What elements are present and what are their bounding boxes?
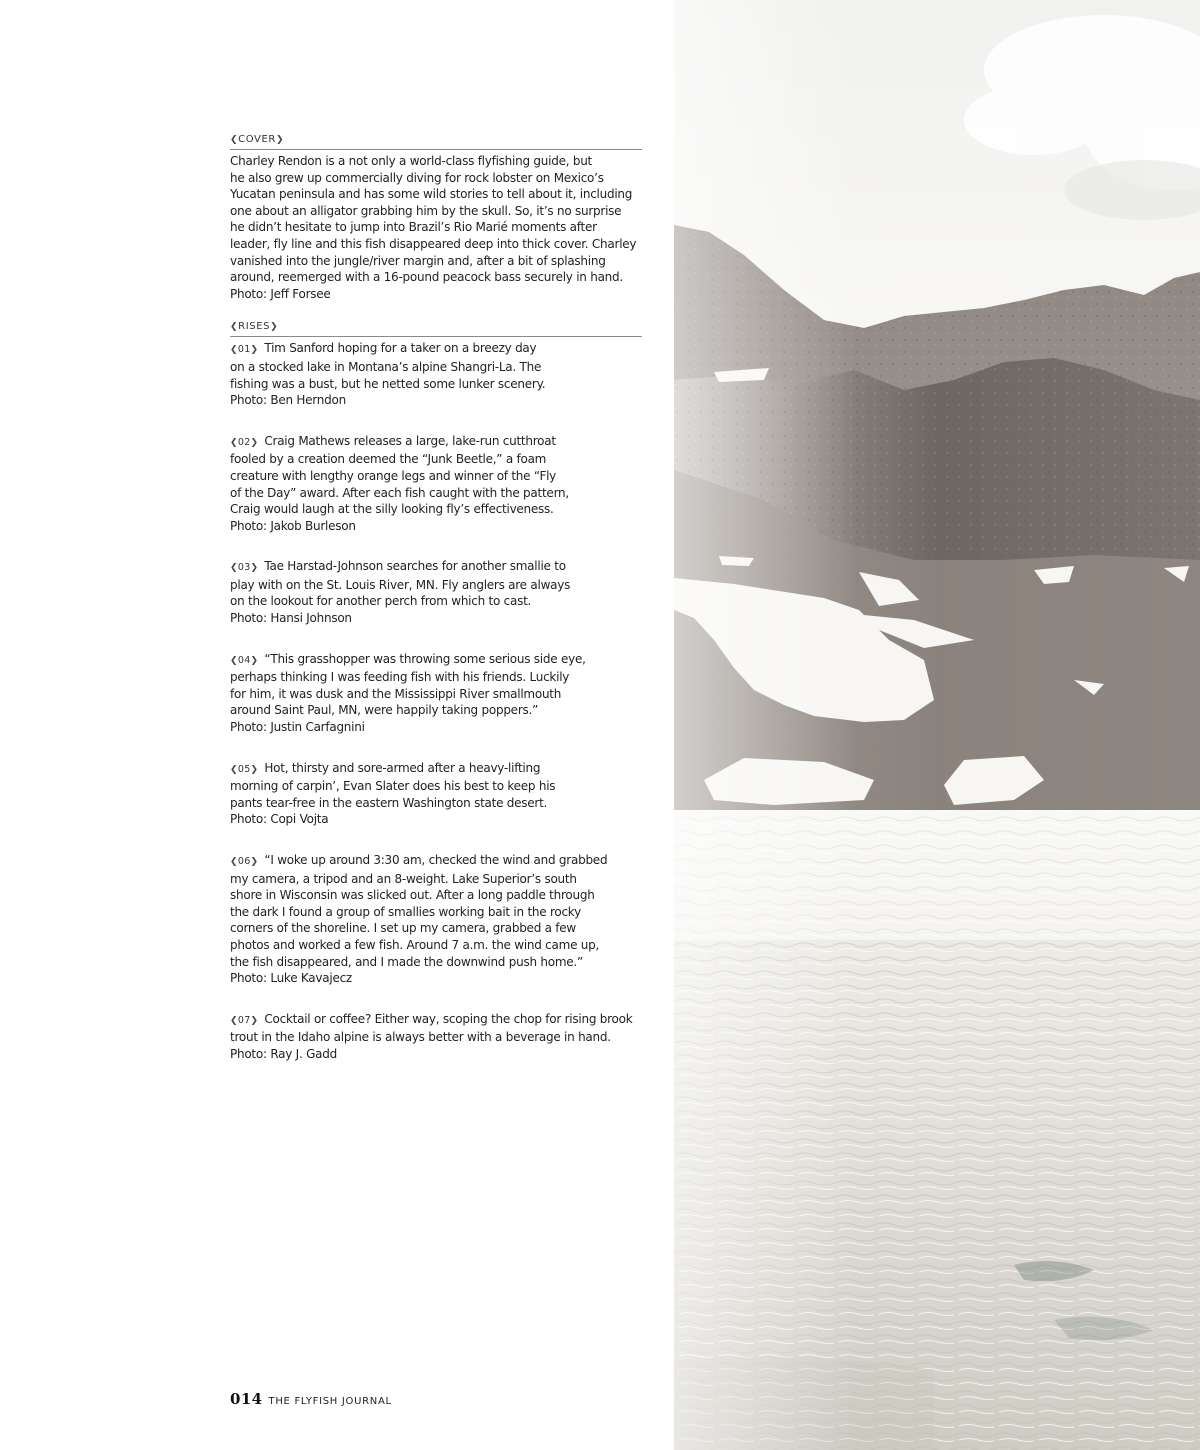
bracket-left-icon: ❮	[230, 134, 239, 145]
caption-number: ❮03❯	[230, 562, 259, 574]
caption-text: Tim Sanford hoping for a taker on a breezy day on a stocked lake in Montana’s alpine Shangri-La. The fishing was a bust, but he netted some lunker scenery. Photo: Ben Herndon	[230, 341, 546, 408]
caption-text: “I woke up around 3:30 am, checked the wind and grabbed my camera, a tripod and an 8-weight. Lake Superior’s south shore in Wisconsin was slicked out. After a long paddle through the dark I found a group of smallies working bait in the rocky corners of the shoreline. I set up my camera, grabbed a few photos and worked a few fish. Around 7 a.m. the wind came up, the fish disappeared, and I made the downwind push home.” Photo: Luke Kavajecz	[230, 853, 608, 986]
bracket-right-icon: ❯	[250, 437, 259, 448]
bracket-left-icon: ❮	[230, 321, 239, 332]
bracket-left-icon: ❮	[230, 563, 238, 574]
caption-text: Hot, thirsty and sore-armed after a heavy-lifting morning of carpin’, Evan Slater does his best to keep his pants tear-free in the eastern Washington state desert. Photo: Copi Vojta	[230, 760, 556, 827]
section-header-rises	[230, 321, 642, 337]
caption-text: Craig Mathews releases a large, lake-run cutthroat fooled by a creation deemed the “Junk Beetle,” a foam creature with lengthy orange legs and winner of the “Fly of the Day” award. After each fish caught with the pattern, Craig would laugh at the silly looking fly’s effectiveness. Photo: Jakob Burleson	[230, 433, 569, 533]
caption-text: Tae Harstad-Johnson searches for another smallie to play with on the St. Louis River, MN. Fly anglers are always on the lookout for another perch from which to cast. Photo: Hansi Johnson	[230, 559, 571, 626]
page-footer	[230, 1390, 392, 1408]
bracket-right-icon: ❯	[250, 764, 259, 775]
captions-column	[230, 134, 642, 1087]
page-number: 014	[230, 1390, 263, 1408]
caption-03	[230, 558, 642, 626]
caption-number: ❮02❯	[230, 436, 259, 448]
bracket-right-icon: ❯	[250, 857, 259, 867]
section-header-cover	[230, 134, 642, 150]
caption-number: ❮05❯	[230, 763, 259, 775]
caption-07	[230, 1011, 642, 1063]
bracket-right-icon: ❯	[250, 1015, 259, 1026]
caption-number: ❮04❯	[230, 654, 259, 666]
caption-02	[230, 433, 642, 535]
caption-04	[230, 651, 642, 736]
caption-number: ❮07❯	[230, 1014, 259, 1026]
bracket-right-icon: ❯	[250, 655, 259, 666]
caption-05	[230, 760, 642, 828]
caption-text: Cocktail or coffee? Either way, scoping the chop for rising brook trout in the Idaho alpine is always better with a beverage in hand. Photo: Ray J. Gadd	[230, 1011, 633, 1061]
cover-caption: Charley Rendon is a not only a world-class flyfishing guide, but he also grew up commercially diving for rock lobster on Mexico’s Yucatan peninsula and has some wild stories to tell about it, including one about an alligator grabbing him by the skull. So, it’s no surprise he didn’t hesitate to jump into Brazil’s Rio Marié moments after leader, fly line and this fish disappeared deep into thick cover. Charley vanished into the jungle/river margin and, after a bit of splashing around, reemerged with a 16-pound peacock bass securely in hand. Photo: Jeff Forsee	[230, 154, 637, 301]
bracket-left-icon: ❮	[230, 1015, 238, 1026]
caption-number: ❮01❯	[230, 344, 259, 356]
caption-number: ❮06❯	[230, 856, 259, 867]
alpine-lake-photo	[674, 0, 1200, 1450]
bracket-left-icon: ❮	[230, 857, 238, 867]
bracket-right-icon: ❯	[250, 563, 259, 574]
caption-text: “This grasshopper was throwing some serious side eye, perhaps thinking I was feeding fish with his friends. Luckily for him, it was dusk and the Mississippi River smallmouth around Saint Paul, MN, were happily taking poppers.” Photo: Justin Carfagnini	[230, 651, 586, 735]
section-label: COVER	[238, 134, 276, 145]
publication-name: THE FLYFISH JOURNAL	[268, 1396, 392, 1407]
bracket-left-icon: ❮	[230, 437, 238, 448]
caption-06	[230, 852, 642, 987]
bracket-left-icon: ❮	[230, 345, 238, 356]
bracket-left-icon: ❮	[230, 655, 238, 666]
bracket-right-icon: ❯	[250, 345, 259, 356]
caption-01	[230, 340, 642, 408]
bracket-left-icon: ❮	[230, 764, 238, 775]
section-label: RISES	[238, 321, 271, 333]
bracket-right-icon: ❯	[275, 134, 285, 145]
bracket-right-icon: ❯	[270, 321, 279, 332]
